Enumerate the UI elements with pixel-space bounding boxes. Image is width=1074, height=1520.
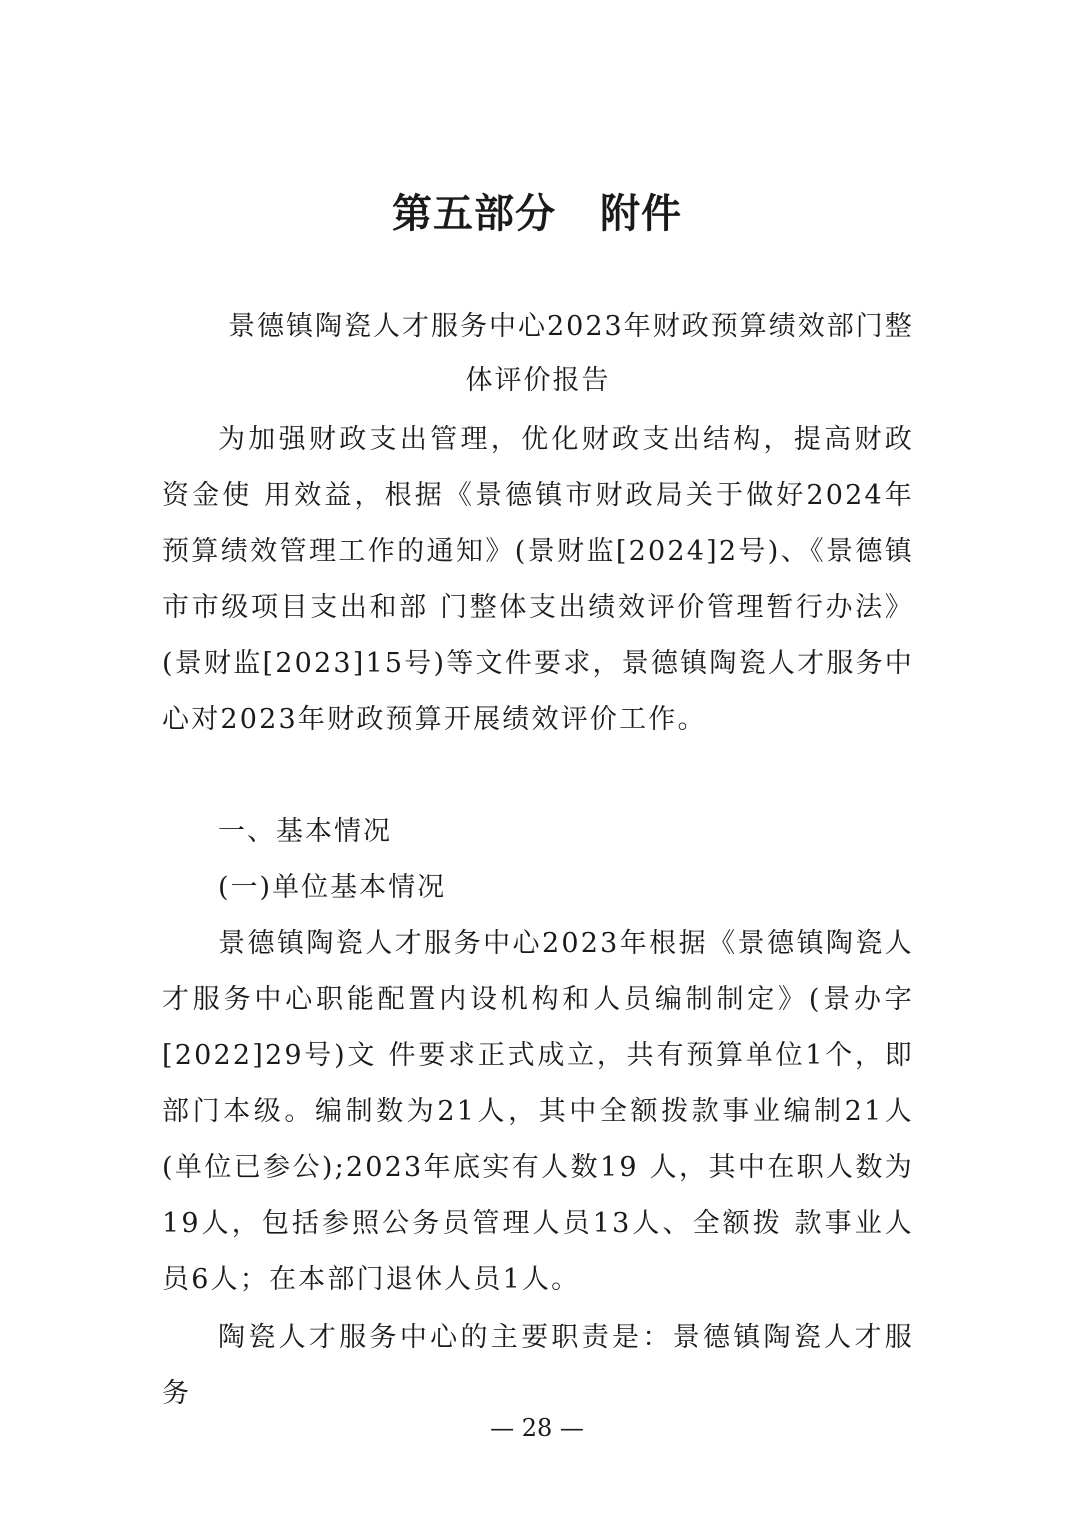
intro-paragraph: 为加强财政支出管理，优化财政支出结构，提高财政资金使 用效益，根据《景德镇市财政局关于做好2024年预算绩效管理工作的通知》(景财监[2024]2号)、《景德镇市市级项目支出和部 门整体支出绩效评价管理暂行办法》(景财监[2023]15号)等文件要求，景德镇陶瓷人才服务中心对2023年财政预算开展绩效评价工作。 — [162, 424, 914, 735]
report-title-line2: 体评价报告 — [465, 365, 611, 396]
duties-paragraph: 陶瓷人才服务中心的主要职责是：景德镇陶瓷人才服务 — [162, 1322, 914, 1409]
report-title — [160, 300, 916, 408]
part-title — [0, 186, 1074, 242]
section-heading: 一、基本情况 — [218, 816, 392, 847]
page-number: — 28 — — [490, 1414, 584, 1442]
part-title-main: 第五部分 — [392, 191, 556, 237]
subsection-heading: (一)单位基本情况 — [218, 872, 447, 903]
part-title-sub: 附件 — [600, 191, 682, 237]
report-title-line1: 景德镇陶瓷人才服务中心2023年财政预算绩效部门整 — [228, 311, 914, 342]
unit-info-paragraph: 景德镇陶瓷人才服务中心2023年根据《景德镇陶瓷人才服务中心职能配置内设机构和人员编制制定》(景办字[2022]29号)文 件要求正式成立，共有预算单位1个，即部门本级。编制数为21人，其中全额拨款事业编制21人(单位已参公);2023年底实有人数19 人，其中在职人数为19人，包括参照公务员管理人员13人、全额拨 款事业人员6人；在本部门退休人员1人。 — [162, 928, 914, 1295]
